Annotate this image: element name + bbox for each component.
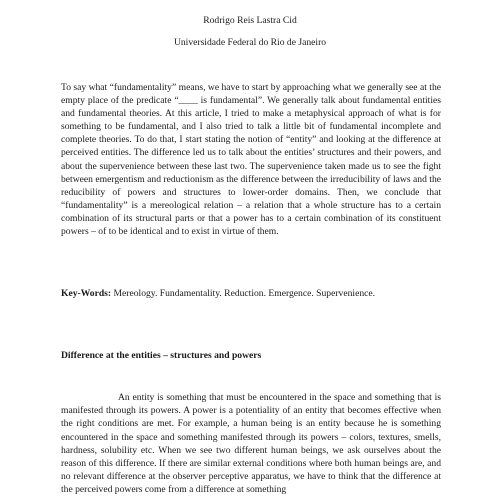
author-name: Rodrigo Reis Lastra Cid — [203, 15, 297, 26]
section-heading: Difference at the entities – structures and powers — [61, 350, 262, 361]
keywords-list: Mereology. Fundamentality. Reduction. Emergence. Supervenience. — [111, 288, 376, 299]
body-paragraph: An entity is something that must be encountered in the space and something that is manifested through its powers. A power is a potentiality of an entity that becomes effective when the right conditions are met. For example, a human being is an entity because he is something encountered in the space and something manifested through its powers – colors, textures, smells, hardness, solubility etc. When we see two different human beings, we ask ourselves about the reason of this difference. If there are similar external conditions where both human beings are, and no relevant difference at the observer perceptive apparatus, we have to think that the difference at the perceived powers come from a difference at something — [61, 392, 441, 496]
keywords-line — [61, 287, 441, 300]
author-affiliation: Universidade Federal do Rio de Janeiro — [173, 37, 327, 48]
abstract-paragraph: To say what “fundamentality” means, we have to start by approaching what we generally see at the empty place of the predicate “____ is fundamental”. We generally talk about fundamental entities and fundamental theories. At this article, I tried to make a metaphysical approach of what is for something to be fundamental, and I also tried to talk a little bit of fundamental incomplete and complete theories. To do that, I start stating the notion of “entity” and looking at the difference at perceived entities. The difference led us to talk about the entities’ structures and their powers, and about the supervenience between these last two. The supervenience taken made us to see the fight between emergentism and reductionism as the difference between the irreducibility of laws and the reducibility of powers and structures to lower-order domains. Then, we conclude that “fundamentality” is a mereological relation – a relation that a whole structure has to a certain combination of its structural parts or that a power has to a certain combination of its constituent powers – of to be identical and to exist in virtue of them. — [61, 82, 442, 238]
keywords-label: Key-Words: — [61, 288, 112, 299]
